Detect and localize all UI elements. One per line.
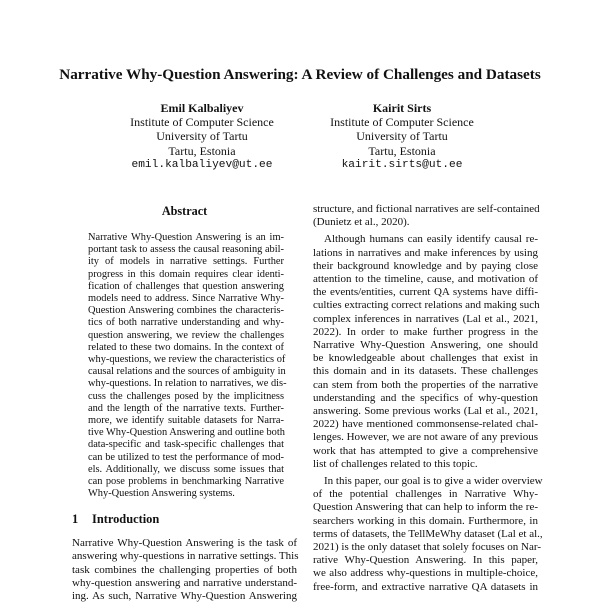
section-heading-introduction [72,512,159,527]
text-line: why-questions. In relation to narratives, we dis- [88,378,287,390]
text-line: task combines the challenging properties of both [72,563,297,576]
text-line: terms of datasets, the TellMeWhy dataset (Lal et al., [313,527,543,540]
text-line: attention to the timeline, cause, and motivation of [313,273,538,286]
text-line: 2021) is the only dataset that solely focuses on Nar- [313,541,541,554]
author-location: Tartu, Estonia [168,143,236,158]
author-affiliation: Institute of Computer Science [130,115,274,130]
text-line: (Dunietz et al., 2020). [313,216,410,229]
text-line: can stem from both the properties of the narrative [313,378,538,391]
text-line: Question Answering that can help to inform the re- [313,501,538,514]
text-line: Narrative Why-Question Answering is the task of [72,537,297,549]
text-line: progress in this domain requires clear identi- [88,268,284,280]
text-line: culties extracting correct relations and making such [313,299,540,312]
text-line: models need to address. Since Narrative Why- [88,293,284,305]
text-line: structure, and fictional narratives are self-contained [313,203,540,215]
text-line: complex inferences in narratives (Lal et al., 2021, [313,312,538,325]
paragraph [313,233,538,471]
author-block-2 [292,101,512,172]
text-line: 2022) have mentioned commonsense-related chal- [313,418,538,431]
text-line: free-form, and extractive narrative QA datasets in [313,580,538,593]
text-line: Narrative Why-Question Answering, one should [313,339,538,352]
text-line: cuss the challenges posed by the implicitness [88,390,284,402]
text-line: causal relations and the sources of ambiguity in [88,366,286,378]
abstract-text [88,232,287,500]
section-title: Introduction [92,512,160,526]
paper-title: Narrative Why-Question Answering: A Review of Challenges and Datasets [59,66,541,83]
text-line: list of challenges related to this topic. [313,457,478,470]
text-line: portant task to assess the causal reasoning abil- [88,244,284,256]
abstract-heading: Abstract [161,204,208,218]
text-line: answering. Some previous works (Lal et al., 2021, [313,405,538,418]
text-line: of the potential challenges in Narrative Why- [313,488,538,501]
text-line: Why-Question Answering systems. [88,488,235,500]
text-line: can be utilized to test the performance of mod- [88,451,284,463]
author-location: Tartu, Estonia [368,143,436,158]
author-block-1 [92,101,312,172]
text-line: and the length of the narrative texts. Further- [88,402,284,414]
author-name: Emil Kalbaliyev [160,101,244,115]
introduction-text [72,537,297,603]
text-line: can pose problems in benchmarking Narrative [88,476,284,488]
text-line: the events/entities, current QA systems have diffi- [313,286,538,299]
author-email: emil.kalbaliyev@ut.ee [131,158,273,171]
text-line: searchers working in this domain. Furthermore, in [313,514,538,527]
text-line: why-question answering and narrative understand- [72,576,297,589]
text-line: their background knowledge and by paying close [313,259,538,272]
text-line: this domain and in its datasets. These challenges [313,365,538,378]
text-line: 2022). In order to make further progress in the [313,325,538,338]
text-line: Question Answering combines the characteris- [88,305,284,317]
text-line: we also address why-questions in multiple-choice, [313,567,538,580]
text-line: answering why-questions in narrative settings. This [72,550,299,563]
text-line: ity of models in narrative settings. Further [88,256,284,268]
text-line: work that has attempted to give a comprehensive [313,444,538,457]
text-line: understanding and the specifics of why-question [313,391,538,404]
author-email: kairit.sirts@ut.ee [341,158,463,171]
text-line: be knowledgeable about challenges that exist in [313,352,538,365]
text-line: tive Why-Question Answering and outline both [88,427,285,439]
text-line: lations in narratives and make inferences by using [313,246,538,259]
author-university: University of Tartu [356,129,448,144]
text-line: tics of both narrative understanding and why- [88,317,284,329]
right-column-text [313,203,543,598]
section-number: 1 [72,512,79,526]
author-affiliation: Institute of Computer Science [330,115,474,130]
text-line: rative Why-Question Answering. In this paper, [313,554,538,567]
text-line: related to these two domains. In the context of [88,341,284,353]
text-line: lenges. However, we are not aware of any previous [313,431,538,444]
text-line: Although humans can easily identify causal re- [324,233,538,246]
text-line: Narrative Why-Question Answering is an im- [88,232,284,243]
author-university: University of Tartu [156,129,248,144]
text-line: els. Additionally, we discuss some issues that [88,463,284,475]
text-line: more, we identify suitable datasets for Narra- [88,415,284,427]
text-line: why-questions, we review the characteristics of [88,354,286,366]
text-line: fication of challenges that question answering [88,280,284,292]
paragraph [313,475,543,594]
text-line: data-specific and task-specific challenges that [88,439,284,451]
author-name: Kairit Sirts [372,101,432,115]
text-line: ing. As such, Narrative Why-Question Answering [72,590,297,603]
text-line: In this paper, our goal is to give a wider overview [324,475,543,488]
text-line: question answering, we review the challenges [88,329,284,341]
paragraph [313,203,538,229]
